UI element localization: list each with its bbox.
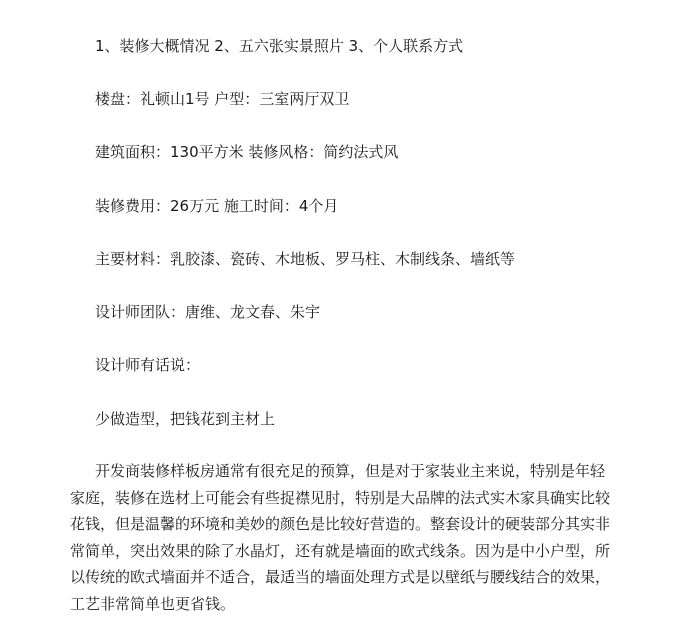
section-subheading: 少做造型，把钱花到主材上 xyxy=(95,410,276,428)
paragraph-line: 常简单，突出效果的除了水晶灯，还有就是墙面的欧式线条。因为是中小户型，所 xyxy=(70,541,611,560)
paragraph-line: 以传统的欧式墙面并不适合，最适当的墙面处理方式是以壁纸与腰线结合的效果， xyxy=(70,568,611,587)
body-paragraph xyxy=(70,458,655,618)
paragraph-line: 家庭，装修在选材上可能会有些捉襟见肘，特别是大品牌的法式实木家具确实比较 xyxy=(70,488,611,507)
info-line-property: 楼盘：礼顿山1号 户型：三室两厅双卫 xyxy=(95,90,350,108)
info-line-area-style: 建筑面积：130平方米 装修风格：简约法式风 xyxy=(95,143,399,161)
info-line-contents: 1、装修大概情况 2、五六张实景照片 3、个人联系方式 xyxy=(95,37,464,55)
designer-says-heading: 设计师有话说： xyxy=(95,356,201,374)
paragraph-line: 开发商装修样板房通常有很充足的预算，但是对于家装业主来说，特别是年轻 xyxy=(95,462,606,480)
paragraph-line: 工艺非常简单也更省钱。 xyxy=(70,594,236,613)
paragraph-line: 花钱，但是温馨的环境和美妙的颜色是比较好营造的。整套设计的硬装部分其实非 xyxy=(70,515,611,534)
info-line-designers: 设计师团队：唐维、龙文春、朱宇 xyxy=(95,303,321,321)
info-line-cost-time: 装修费用：26万元 施工时间：4个月 xyxy=(95,197,339,215)
info-line-materials: 主要材料：乳胶漆、瓷砖、木地板、罗马柱、木制线条、墙纸等 xyxy=(95,250,516,268)
